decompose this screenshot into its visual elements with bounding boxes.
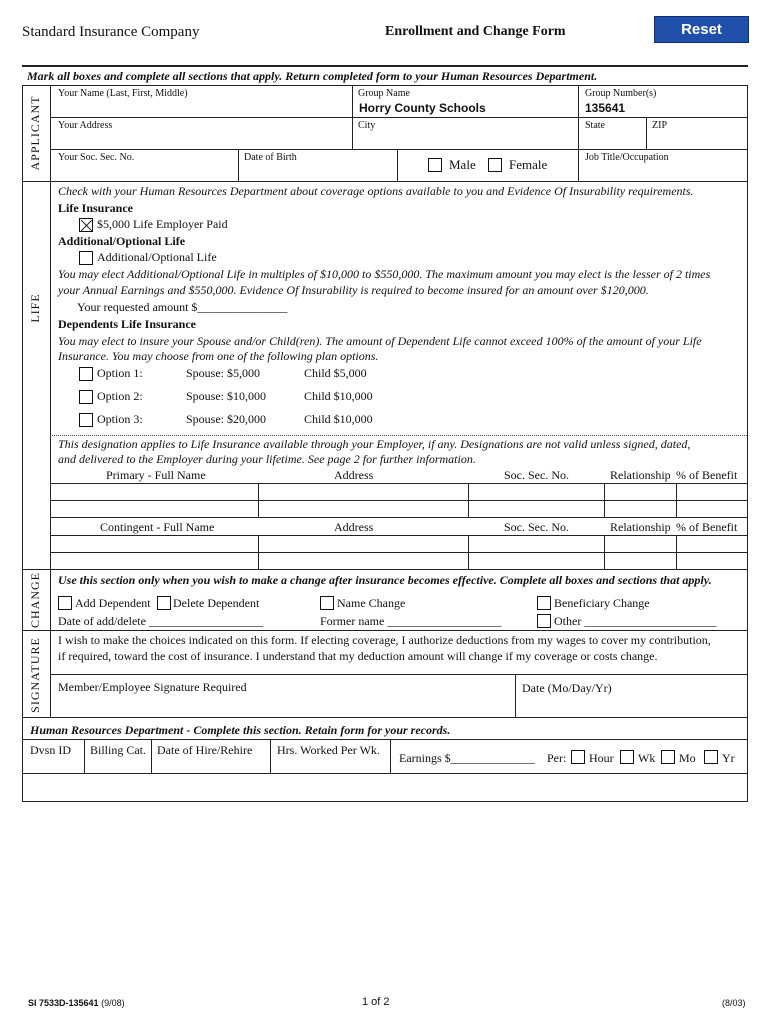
per-label: Per:	[547, 751, 567, 765]
contingent-col-ssn: Soc. Sec. No.	[504, 520, 569, 534]
hr-heading: Human Resources Department - Complete this section. Retain form for your records.	[30, 723, 451, 737]
form-code: SI 7533D-135641	[28, 998, 99, 1008]
reset-button[interactable]: Reset	[654, 16, 749, 43]
add-dependent-label: Add Dependent	[75, 596, 151, 610]
signature-date-label: Date (Mo/Day/Yr)	[522, 681, 612, 695]
billing-label: Billing Cat.	[90, 743, 147, 757]
life-heading: Life Insurance	[58, 201, 133, 215]
state-label: State	[585, 120, 605, 131]
beneficiary-change-label: Beneficiary Change	[554, 596, 650, 610]
life-side-label: LIFE	[28, 293, 42, 323]
primary-col-name: Primary - Full Name	[106, 468, 206, 482]
requested-amount[interactable]: Your requested amount $_______________	[77, 300, 288, 314]
hour-label: Hour	[589, 751, 614, 765]
female-checkbox[interactable]	[488, 158, 502, 172]
group-name-value: Horry County Schools	[359, 101, 486, 115]
female-label: Female	[509, 157, 548, 172]
option-2-label: Option 2:	[97, 389, 143, 403]
delete-dependent-label: Delete Dependent	[173, 596, 260, 610]
dob-input[interactable]	[242, 162, 392, 180]
month-label: Mo	[679, 751, 696, 765]
contingent-row-1[interactable]	[52, 537, 256, 551]
hire-label: Date of Hire/Rehire	[157, 743, 253, 757]
employer-paid-checkbox[interactable]	[79, 218, 93, 232]
signature-text-1: I wish to make the choices indicated on this form. If electing coverage, I authorize deductions from my wages to cover my contribution,	[58, 633, 711, 647]
group-number-label: Group Number(s)	[585, 88, 657, 99]
year-label: Yr	[722, 751, 735, 765]
page-number: 1 of 2	[362, 996, 390, 1008]
change-side-label: CHANGE	[28, 572, 42, 628]
option-3-checkbox[interactable]	[79, 413, 93, 427]
additional-life-checkbox[interactable]	[79, 251, 93, 265]
beneficiary-change-checkbox[interactable]	[537, 596, 551, 610]
other-field[interactable]: Other ______________________	[554, 614, 717, 628]
member-signature-label: Member/Employee Signature Required	[58, 680, 247, 694]
form-date: (9/08)	[101, 998, 125, 1008]
job-title-input[interactable]	[582, 162, 744, 180]
instructions: Mark all boxes and complete all sections that apply. Return completed form to your Human Resources Department.	[27, 69, 598, 83]
company-name: Standard Insurance Company	[22, 24, 200, 40]
hour-checkbox[interactable]	[571, 750, 585, 764]
date-add-delete-field[interactable]: Date of add/delete ___________________	[58, 614, 263, 628]
signature-date-field[interactable]	[519, 696, 743, 714]
life-check-note: Check with your Human Resources Department about coverage options available to you and Evidence Of Insurability requirements.	[58, 184, 694, 198]
employer-paid-label: $5,000 Life Employer Paid	[97, 217, 228, 231]
additional-note-2: your Annual Earnings and $550,000. Evidence Of Insurability is required to become insured for an amount over $120,000.	[58, 283, 649, 297]
applicant-side-label: APPLICANT	[28, 95, 42, 171]
revision-date: (8/03)	[722, 998, 746, 1008]
option-2-spouse: Spouse: $10,000	[186, 389, 267, 403]
option-1-label: Option 1:	[97, 366, 143, 380]
delete-dependent-checkbox[interactable]	[157, 596, 171, 610]
name-input[interactable]	[54, 98, 350, 118]
primary-col-address: Address	[334, 468, 374, 482]
signature-field[interactable]	[54, 694, 512, 714]
week-label: Wk	[638, 751, 656, 765]
name-change-checkbox[interactable]	[320, 596, 334, 610]
hours-label: Hrs. Worked Per Wk.	[277, 743, 380, 757]
dependents-note-2: Insurance. You may choose from one of the following plan options.	[58, 349, 379, 363]
male-checkbox[interactable]	[428, 158, 442, 172]
job-title-label: Job Title/Occupation	[585, 152, 669, 163]
year-checkbox[interactable]	[704, 750, 718, 764]
address-input[interactable]	[54, 130, 350, 150]
option-2-checkbox[interactable]	[79, 390, 93, 404]
ssn-input[interactable]	[54, 162, 234, 180]
option-1-child: Child $5,000	[304, 366, 367, 380]
name-label: Your Name (Last, First, Middle)	[58, 88, 188, 99]
city-label: City	[358, 120, 376, 131]
state-input[interactable]	[582, 130, 644, 150]
zip-label: ZIP	[652, 120, 667, 131]
primary-col-benefit: % of Benefit	[676, 468, 738, 482]
additional-heading: Additional/Optional Life	[58, 234, 186, 248]
contingent-col-benefit: % of Benefit	[676, 520, 738, 534]
beneficiary-note-2: and delivered to the Employer during your lifetime. See page 2 for further information.	[58, 452, 476, 466]
option-1-spouse: Spouse: $5,000	[186, 366, 261, 380]
option-2-child: Child $10,000	[304, 389, 373, 403]
dob-label: Date of Birth	[244, 152, 297, 163]
signature-side-label: SIGNATURE	[28, 637, 42, 713]
primary-row-2[interactable]	[52, 502, 256, 516]
dependents-heading: Dependents Life Insurance	[58, 317, 197, 331]
primary-col-ssn: Soc. Sec. No.	[504, 468, 569, 482]
week-checkbox[interactable]	[620, 750, 634, 764]
city-input[interactable]	[356, 130, 574, 150]
zip-input[interactable]	[650, 130, 744, 150]
beneficiary-note-1: This designation applies to Life Insurance available through your Employer, if any. Designations are not valid unless signed, dated,	[58, 437, 691, 451]
additional-note-1: You may elect Additional/Optional Life in multiples of $10,000 to $550,000. The maximum amount you may elect is the lesser of 2 times	[58, 267, 711, 281]
contingent-row-2[interactable]	[52, 554, 256, 568]
option-3-spouse: Spouse: $20,000	[186, 412, 267, 426]
month-checkbox[interactable]	[661, 750, 675, 764]
option-3-label: Option 3:	[97, 412, 143, 426]
former-name-field[interactable]: Former name ___________________	[320, 614, 502, 628]
contingent-col-name: Contingent - Full Name	[100, 520, 215, 534]
primary-col-relationship: Relationship	[610, 468, 671, 482]
ssn-label: Your Soc. Sec. No.	[58, 152, 135, 163]
name-change-label: Name Change	[337, 596, 406, 610]
contingent-col-address: Address	[334, 520, 374, 534]
dvsn-label: Dvsn ID	[30, 743, 71, 757]
group-number-value: 135641	[585, 101, 626, 115]
signature-text-2: if required, toward the cost of insurance. I understand that my deduction amount will change if my coverage or costs change.	[58, 649, 658, 663]
group-name-label: Group Name	[358, 88, 410, 99]
other-checkbox[interactable]	[537, 614, 551, 628]
address-label: Your Address	[58, 120, 113, 131]
additional-life-label: Additional/Optional Life	[97, 250, 217, 264]
male-label: Male	[449, 157, 476, 172]
option-1-checkbox[interactable]	[79, 367, 93, 381]
change-note: Use this section only when you wish to make a change after insurance becomes effective. Complete all boxes and sections that apply.	[58, 573, 712, 587]
contingent-col-relationship: Relationship	[610, 520, 671, 534]
footer-form-code	[28, 998, 125, 1008]
dependents-note-1: You may elect to insure your Spouse and/or Child(ren). The amount of Dependent Life cannot exceed 100% of the amount of your Life	[58, 334, 702, 348]
add-dependent-checkbox[interactable]	[58, 596, 72, 610]
earnings-field[interactable]: Earnings $______________	[399, 751, 535, 765]
option-3-child: Child $10,000	[304, 412, 373, 426]
primary-row-1[interactable]	[52, 485, 256, 499]
form-title: Enrollment and Change Form	[385, 24, 566, 39]
